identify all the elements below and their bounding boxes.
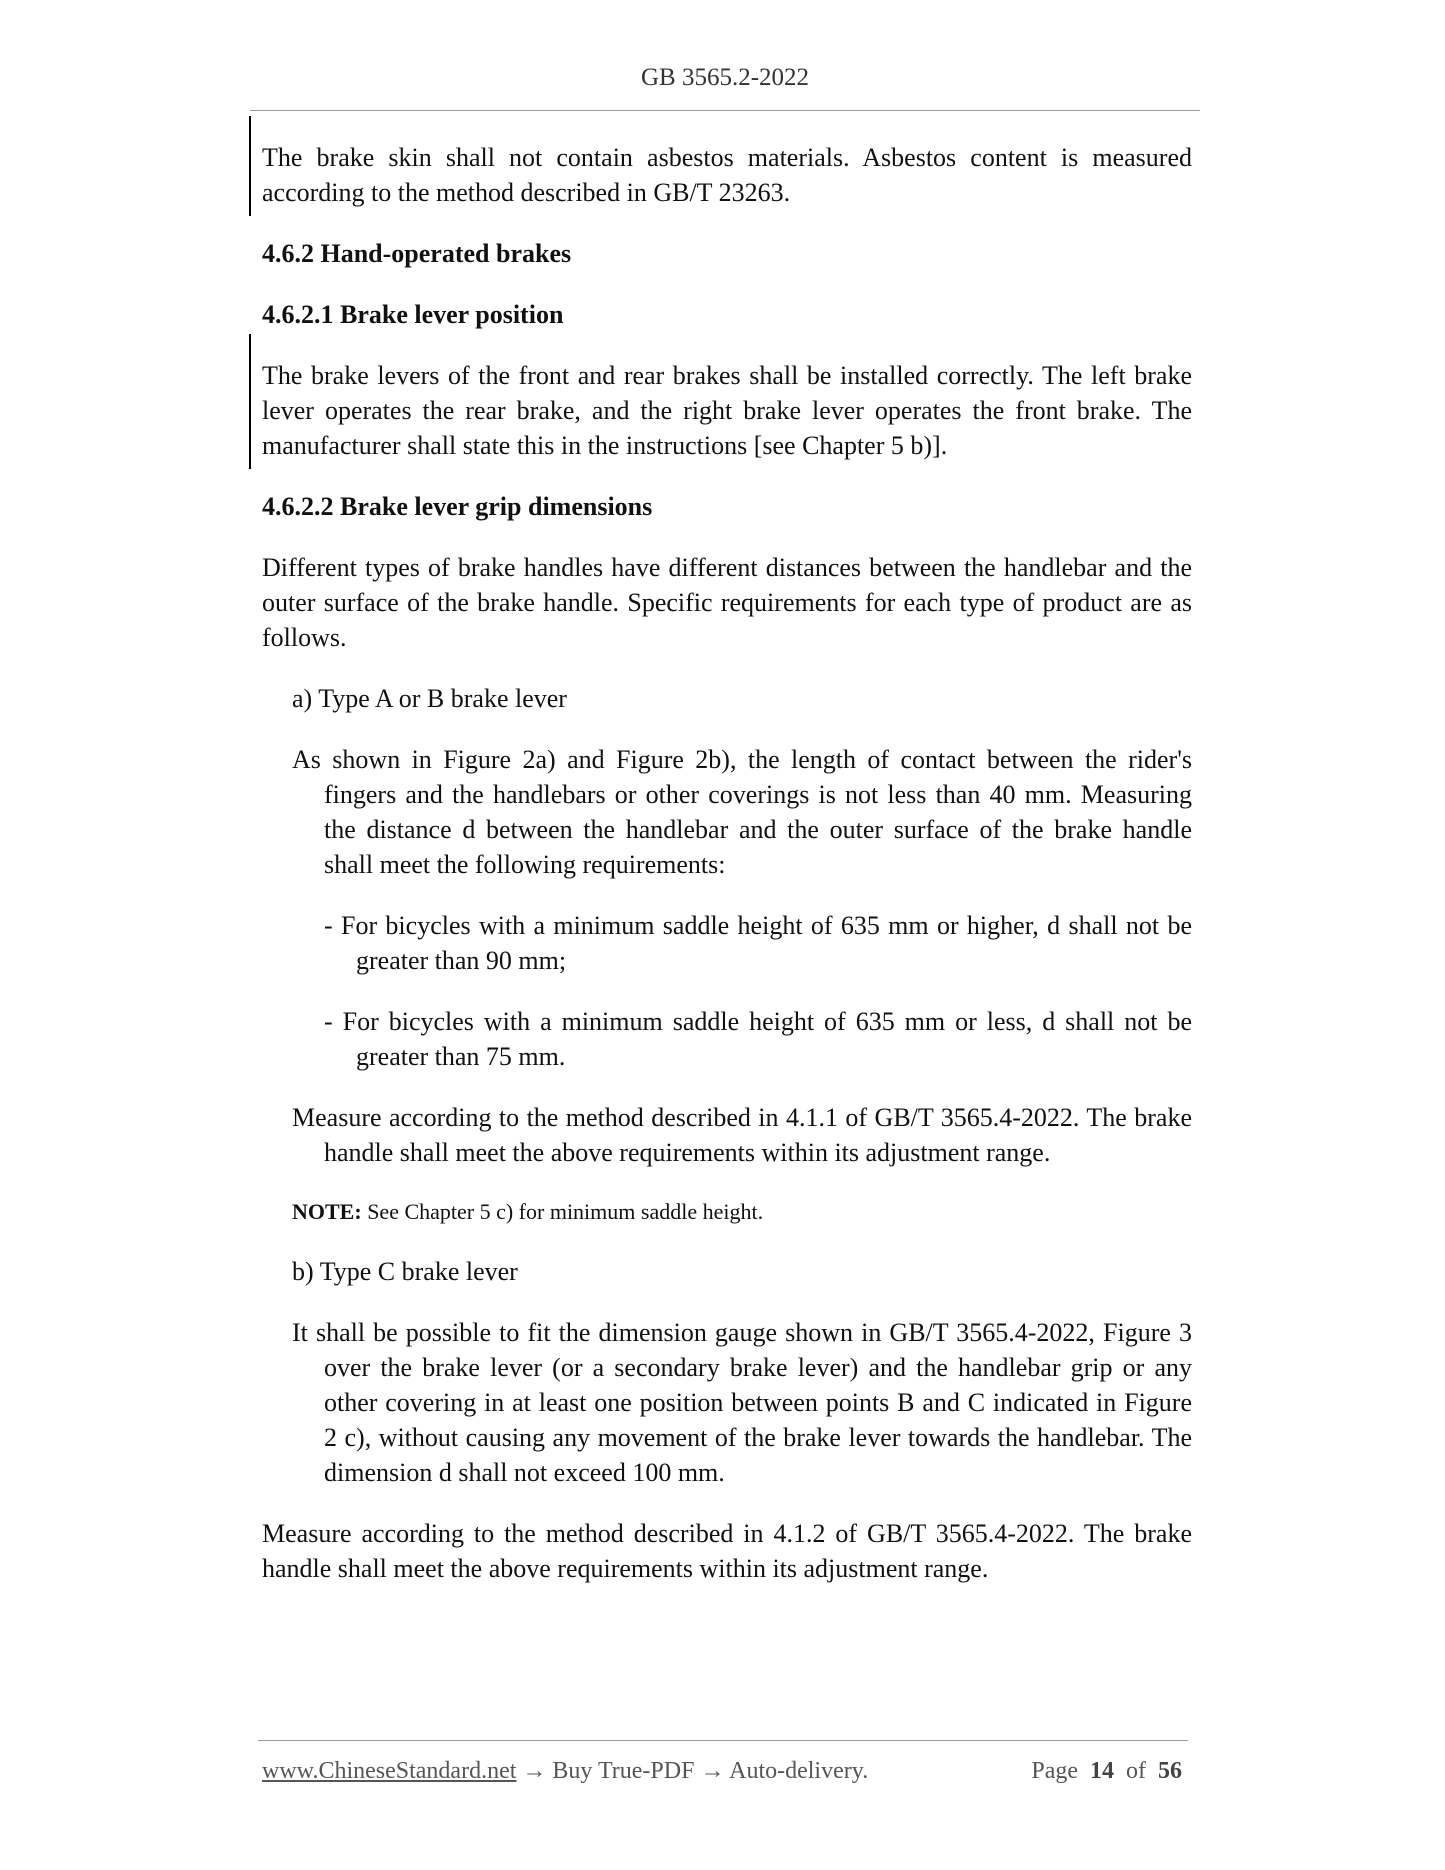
footer-tagline: → Buy True-PDF → Auto-delivery.: [516, 1758, 869, 1784]
footer-promo: [262, 1758, 868, 1785]
lever-position-paragraph-text: The brake levers of the front and rear brakes shall be installed correctly. The left brake lever operates the rear brake, and the right brake lever operates the front brake. The manufacturer shall state this in the instructions [see Chapter 5 b)].: [262, 361, 1192, 460]
page-word: Page: [1031, 1758, 1078, 1784]
dash-item-higher-saddle: - For bicycles with a minimum saddle height of 635 mm or higher, d shall not be greater than 90 mm;: [324, 911, 1192, 975]
section-heading-grip-dimensions: 4.6.2.2 Brake lever grip dimensions: [262, 492, 653, 521]
section-heading-lever-position: 4.6.2.1 Brake lever position: [262, 300, 564, 329]
site-link[interactable]: www.ChineseStandard.net: [262, 1758, 517, 1784]
revision-change-bar: [249, 116, 251, 216]
asbestos-paragraph: [262, 140, 1192, 210]
asbestos-paragraph-text: The brake skin shall not contain asbestos materials. Asbestos content is measured according to the method described in GB/T 23263.: [262, 143, 1192, 207]
footer-divider: [258, 1740, 1188, 1741]
type-c-paragraph: It shall be possible to fit the dimension gauge shown in GB/T 3565.4-2022, Figure 3 over the brake lever (or a secondary brake lever) and the handlebar grip or any other covering in at least one position between points B and C indicated in Figure 2 c), without causing any movement of the brake lever towards the handlebar. The dimension d shall not exceed 100 mm.: [292, 1318, 1192, 1487]
page-current: 14: [1090, 1758, 1114, 1784]
note: [292, 1196, 1192, 1228]
measure-ab-paragraph: Measure according to the method described in 4.1.1 of GB/T 3565.4-2022. The brake handle shall meet the above requirements within its adjustment range.: [292, 1103, 1192, 1167]
type-ab-paragraph: As shown in Figure 2a) and Figure 2b), the length of contact between the rider's fingers and the handlebars or other coverings is not less than 40 mm. Measuring the distance d between the handlebar and the outer surface of the brake handle shall meet the following requirements:: [292, 745, 1192, 879]
header-divider: [250, 110, 1200, 111]
revision-change-bar: [249, 334, 251, 469]
measure-c-paragraph: Measure according to the method described in 4.1.2 of GB/T 3565.4-2022. The brake handle shall meet the above requirements within its adjustment range.: [262, 1519, 1192, 1583]
page-total: 56: [1158, 1758, 1182, 1784]
of-word: of: [1126, 1758, 1146, 1784]
type-ab-title: a) Type A or B brake lever: [292, 684, 567, 713]
page-header-standard-id: GB 3565.2-2022: [640, 64, 810, 91]
note-text: See Chapter 5 c) for minimum saddle height.: [361, 1199, 764, 1224]
document-body: [262, 140, 1192, 1612]
section-heading-hand-brakes: 4.6.2 Hand-operated brakes: [262, 239, 572, 268]
dash-item-lower-saddle: - For bicycles with a minimum saddle height of 635 mm or less, d shall not be greater than 75 mm.: [324, 1007, 1192, 1071]
lever-position-paragraph: [262, 358, 1192, 463]
page-number: [1031, 1758, 1182, 1785]
grip-intro-paragraph: Different types of brake handles have different distances between the handlebar and the outer surface of the brake handle. Specific requirements for each type of product are as follows.: [262, 553, 1192, 652]
note-label: NOTE:: [292, 1199, 362, 1224]
type-c-title: b) Type C brake lever: [292, 1257, 518, 1286]
